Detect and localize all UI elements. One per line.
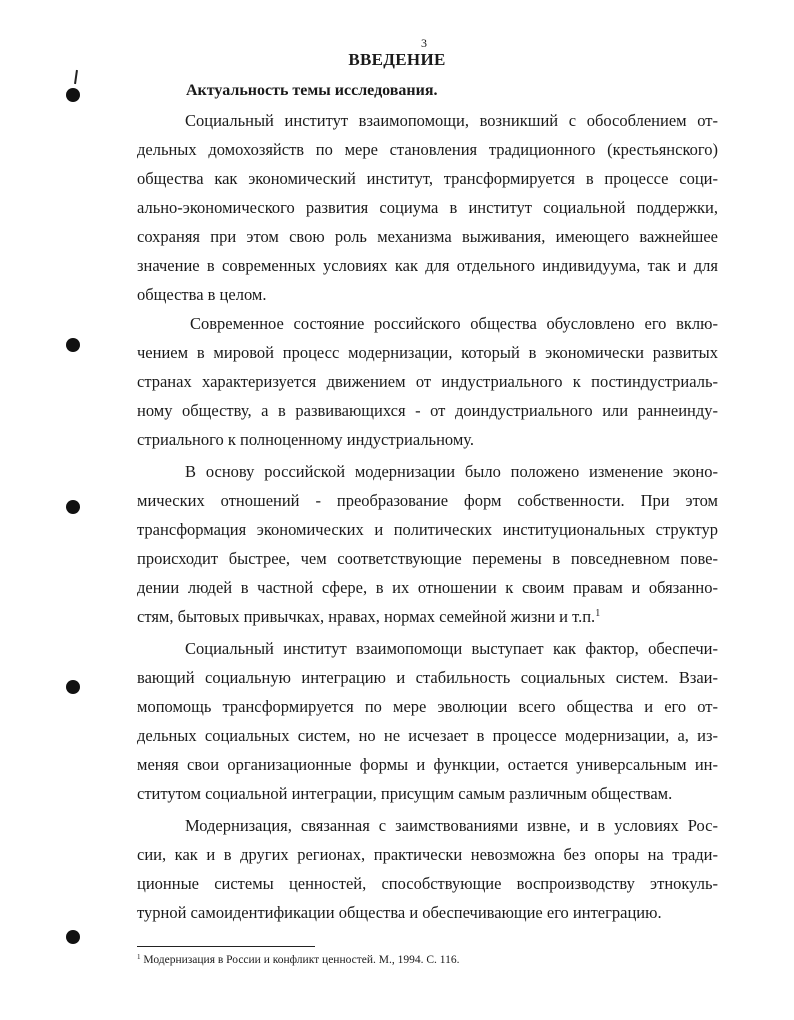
text-line: вающий социальную интеграцию и стабильность социальных систем. Взаи- — [137, 668, 718, 687]
text-line: общества как экономический институт, трансформируется в процессе соци- — [137, 169, 718, 188]
text-line: происходит быстрее, чем соответствующие перемены в повседневном пове- — [137, 549, 718, 568]
footnote-text: Модернизация в России и конфликт ценностей. М., 1994. С. 116. — [143, 954, 460, 966]
text-line — [137, 607, 718, 627]
text-line: мопомощь трансформируется по мере эволюции всего общества и его от- — [137, 697, 718, 716]
text-line: В основу российской модернизации было положено изменение эконо- — [185, 462, 718, 481]
binder-hole-mark — [66, 680, 80, 694]
footnote-separator — [137, 946, 315, 947]
footnote-marker: 1 — [137, 953, 141, 961]
text-line: Современное состояние российского общества обусловлено его вклю- — [190, 314, 718, 333]
text-line: сии, как и в других регионах, практически невозможна без опоры на тради- — [137, 845, 718, 864]
text-line: ционные системы ценностей, способствующие воспроизводству этнокуль- — [137, 874, 718, 893]
binder-hole-mark — [66, 338, 80, 352]
text-line: мических отношений - преобразование форм собственности. При этом — [137, 491, 718, 510]
text-line: турной самоидентификации общества и обеспечивающие его интеграцию. — [137, 903, 662, 922]
text-line: ально-экономического развития социума в институт социальной поддержки, — [137, 198, 718, 217]
pen-mark — [74, 70, 78, 84]
text-line: ститутом социальной интеграции, присущим самым различным обществам. — [137, 784, 673, 803]
text-line: сохраняя при этом свою роль механизма выживания, имеющего важнейшее — [137, 227, 718, 246]
footnote — [137, 954, 460, 966]
text-line-content: стям, бытовых привычках, нравах, нормах семейной жизни и т.п. — [137, 607, 596, 626]
text-line: стриального к полноценному индустриальному. — [137, 430, 475, 449]
text-line: дельных домохозяйств по мере становления традиционного (крестьянского) — [137, 140, 718, 159]
text-line: дении людей в частной сфере, в их отношении к своим правам и обязанно- — [137, 578, 718, 597]
text-line: дельных социальных систем, но не исчезает в процессе модернизации, а, из- — [137, 726, 718, 745]
text-line: странах характеризуется движением от индустриального к постиндустриаль- — [137, 372, 718, 391]
text-line: меняя свои организационные формы и функции, остается универсальным ин- — [137, 755, 718, 774]
text-line: чением в мировой процесс модернизации, который в экономически развитых — [137, 343, 718, 362]
page-title: ВВЕДЕНИЕ — [348, 50, 446, 69]
text-line: Модернизация, связанная с заимствованиями извне, и в условиях Рос- — [185, 816, 718, 835]
text-line: Социальный институт взаимопомощи, возникший с обособлением от- — [185, 111, 718, 130]
text-line: Социальный институт взаимопомощи выступает как фактор, обеспечи- — [185, 639, 718, 658]
binder-hole-mark — [66, 930, 80, 944]
text-line: трансформация экономических и политических институциональных структур — [137, 520, 718, 539]
text-line: ному обществу, а в развивающихся - от доиндустриального или раннеинду- — [137, 401, 718, 420]
page-number: 3 — [421, 36, 427, 50]
text-line: общества в целом. — [137, 285, 267, 304]
binder-hole-mark — [66, 88, 80, 102]
text-line: значение в современных условиях как для отдельного индивидуума, так и для — [137, 256, 718, 275]
footnote-reference[interactable]: 1 — [595, 608, 601, 619]
binder-hole-mark — [66, 500, 80, 514]
section-subheading: Актуальность темы исследования. — [186, 82, 438, 99]
